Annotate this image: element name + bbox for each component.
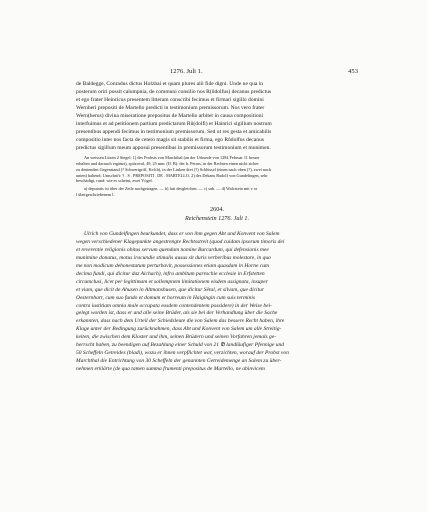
regest-line: herrscht haben, zu beendigen auf Bezahlung einer Schuld von 21 ℔ landläufiger Pfennige und (76, 342, 284, 349)
place-date-text: Reichenstein 1276. Juli 1. (184, 215, 250, 223)
regest-line: circumclusi, licet per legittimam et sollempnem limitationem eisdem assignata, insuper (76, 278, 268, 285)
text-line: interfuimus et ad petitionem partium predictarum Rů(dolfi) et Hainrici sigillum nostrum (76, 121, 272, 128)
note-line: erhalten und darnach ergänzt), spitzoval, 49, 25 mm. (II. B): der h. Petrus, in der Rechten einen nicht sicher (76, 161, 259, 167)
running-title: 1276. Juli 1. (170, 68, 203, 75)
regest-line: Klage unter der Bedingung zurücknahmen, dass Abt und Konvent von Salem um alle Streitig- (76, 326, 282, 333)
text-line: et ego frater Heinricus presentem litteram conscribi fecimus et firmari sigillo domini (76, 97, 264, 104)
document-place-date (76, 215, 358, 223)
regest-line: me non modicum dehonestatum perturbavit, possessiones etiam quasdam in Horne cum (76, 262, 269, 269)
regest-line: et viam, que dicit de Ahusen in Altmanshusen, que dicitur Sêtal, et silvam, que dicitur (76, 286, 264, 293)
variant-line: a) deputatis ist über der Zeile nachgetragen. — b) fuit desgleichen. — c) sub. — d) Walcstein mit v or (84, 185, 258, 191)
regest-line: decima fundi, qui dicitur daz Aichach), infra ambitum parrochie ecclesie in Erfstetten (76, 270, 265, 277)
regest-line: Marchthal die Entrichtung von 30 Scheffeln der genannten Getreidemenge an Salem zu über- (76, 357, 282, 364)
text-line: de Baldegge, Conradus dictus Holzhai et quam plures alii fide digni. Unde ne qua in (76, 81, 264, 87)
document-number: 2604. (210, 206, 224, 214)
regest-line: nehmen erklärte (de qua tamen summa frumenti prepositus de Martello, ne abinvicem (76, 365, 265, 372)
text-line: posterum oriri possit calumpnia, de communi consilio nos R(ůdolfus) decanus predictus (76, 89, 272, 96)
regest-line: erkannten, dass nach dem Urteil der Schiedsleute die von Salem das bessere Recht haben, ihre (76, 318, 285, 325)
text-line: Wernheri prepositi de Martello predicti in testimonium premissorum. Nos vero frater (76, 105, 265, 112)
regest-line: contra iustitiam omnia male occupata eosdem contendentem possidere) in der Weise bei- (76, 302, 272, 309)
page-header (76, 68, 358, 80)
note-line: unten) haltend; Umschrift: † . S . PREPOSITI . DE . MARTELLO. 2) des Dekans Rudolf von Gundelingen, sehr (76, 172, 268, 178)
regest-line: wegen verschiedener Klagepunkte angestrengte Rechtsstreit (quod cuidam ipsorum timoris dei (76, 239, 285, 246)
page-number: 453 (348, 68, 358, 75)
note-line: An weissen Litzen 2 Siegel: 1) des Probsts von Marchthal (an der Urkunde von 1284 Februar 11 besser (84, 155, 260, 161)
text-line: Wern(herus) divina miseratione prepositus de Martello arbiter in causa compositioni (76, 113, 264, 120)
regest-line: keiten, die zwischen dem Kloster und ihm, seinen Brüdern und seinen Vorfahren jemals ge- (76, 334, 277, 341)
document-page (76, 68, 358, 374)
regest-line: Ulrich von Gundelfingen beurkundet, dass er von ihm gegen Abt und Konvent von Salem (84, 231, 280, 238)
regest-line: 50 Scheffeln Getreides (bladi), wozu er ihnen verpflichtet war, verzichten, worauf der Probst von (76, 349, 289, 356)
charter-text-block (76, 80, 358, 152)
regest-line: et reverentie religionis obitus servum quendam nomine Burcardum, qui defensionis mee (76, 247, 269, 254)
regest-line: munimine donatus, motus iracundie stimulis ausus sit duris verberibus molestare, in quo (76, 255, 271, 262)
note-line: zu deutenden Gegenstand (? Schwertgriff, Kelch), in der Linken drei (?) Schlüssel (einen nach oben (?), zwei nach (76, 166, 271, 172)
seal-notes (76, 155, 358, 197)
text-line: presentibus appendi fecimus in testimonium premissorum. Sed ut res gesta et amicabilis (76, 129, 272, 136)
text-line: predictus sigillum meum apposui presentibus in premissorum testimonium et munimen. (76, 145, 271, 152)
note-line: beschädigt, rund: wie es scheint, zwei Vögel. (76, 178, 153, 184)
text-line: compositio inter nos facta de cetero magis sit stabilis et firma, ego Růdolfus decanus (76, 137, 264, 144)
regest-line: gelegt worden ist, dass er und alle seine Brüder, als sie bei der Verhandlung über die Sache (76, 310, 278, 317)
regest-text (76, 231, 358, 373)
variant-line: l übergeschriebenem l. (76, 191, 115, 197)
regest-line: Oesternhart, cum suo fundo et domum et horreum in Haigingin cum suis terminis (76, 294, 255, 301)
